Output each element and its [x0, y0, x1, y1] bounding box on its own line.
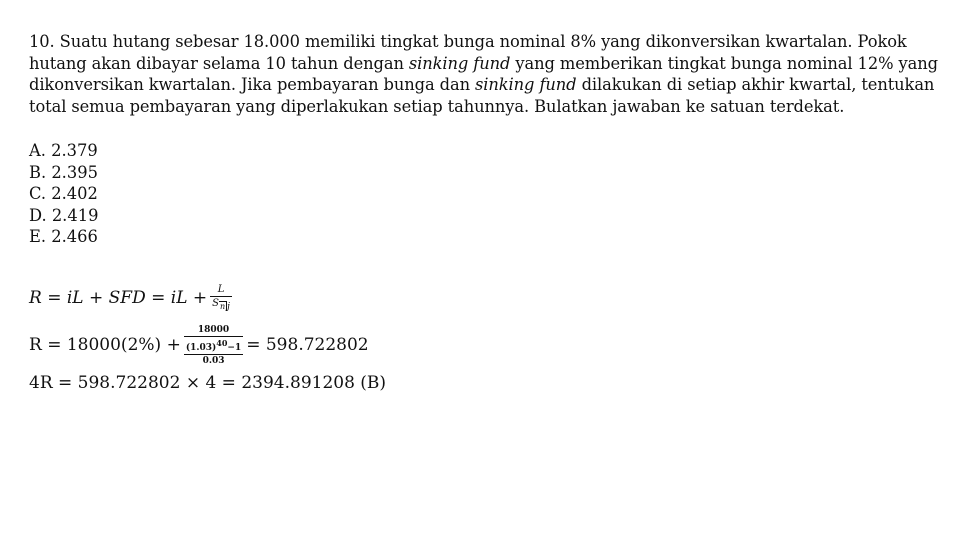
- eq2-fraction: [184, 325, 243, 366]
- option-e: E. 2.466: [29, 227, 98, 247]
- equation-1: [29, 276, 235, 320]
- question-text: [29, 31, 939, 117]
- eq1-fraction: [210, 284, 232, 313]
- option-d: D. 2.419: [29, 205, 99, 225]
- eq2-inner-numerator: $(1.03)^{40}-1$: [185, 337, 242, 353]
- eq1-numerator: L: [217, 283, 225, 295]
- question-emphasis-1: sinking fund: [408, 53, 511, 73]
- option-c: C. 2.402: [29, 184, 98, 204]
- eq2-numerator: 18000: [197, 324, 230, 335]
- question-part-2: yang memberikan tingkat bunga nominal 12% yang dikonversikan kwartalan. Jika pembayaran bunga dan: [29, 53, 938, 94]
- eq1-lhs: R = iL + SFD = iL +: [29, 288, 208, 308]
- question-part-3: dilakukan di setiap akhir kwartal, tentukan total semua pembayaran yang diperlakukan setiap tahunnya. Bulatkan jawaban ke satuan terdekat.: [29, 75, 935, 116]
- eq2-fraction-bar: [184, 336, 243, 337]
- eq2-inner-denominator: 0.03: [202, 355, 225, 366]
- eq2-rhs: = 598.722802: [246, 335, 369, 355]
- equation-3: 4R = 598.722802 × 4 = 2394.891208 (B): [29, 373, 387, 393]
- eq2-inner-fraction: [184, 338, 243, 366]
- answer-options: [29, 140, 98, 248]
- eq2-lhs: R = 18000(2%) +: [29, 335, 181, 355]
- question-part-1: Suatu hutang sebesar 18.000 memiliki tingkat bunga nominal 8% yang dikonversikan kwartalan. Pokok hutang akan dibayar selama 10 tahun dengan: [29, 32, 907, 73]
- question-emphasis-2: sinking fund: [475, 75, 577, 94]
- option-b: B. 2.395: [29, 162, 98, 182]
- eq1-fraction-bar: [210, 296, 232, 297]
- equation-2: [29, 319, 369, 371]
- eq1-denominator: Sn j: [212, 297, 230, 312]
- eq2-inner-bar: [184, 354, 243, 355]
- option-a: A. 2.379: [29, 141, 98, 160]
- question-number: 10.: [29, 32, 55, 51]
